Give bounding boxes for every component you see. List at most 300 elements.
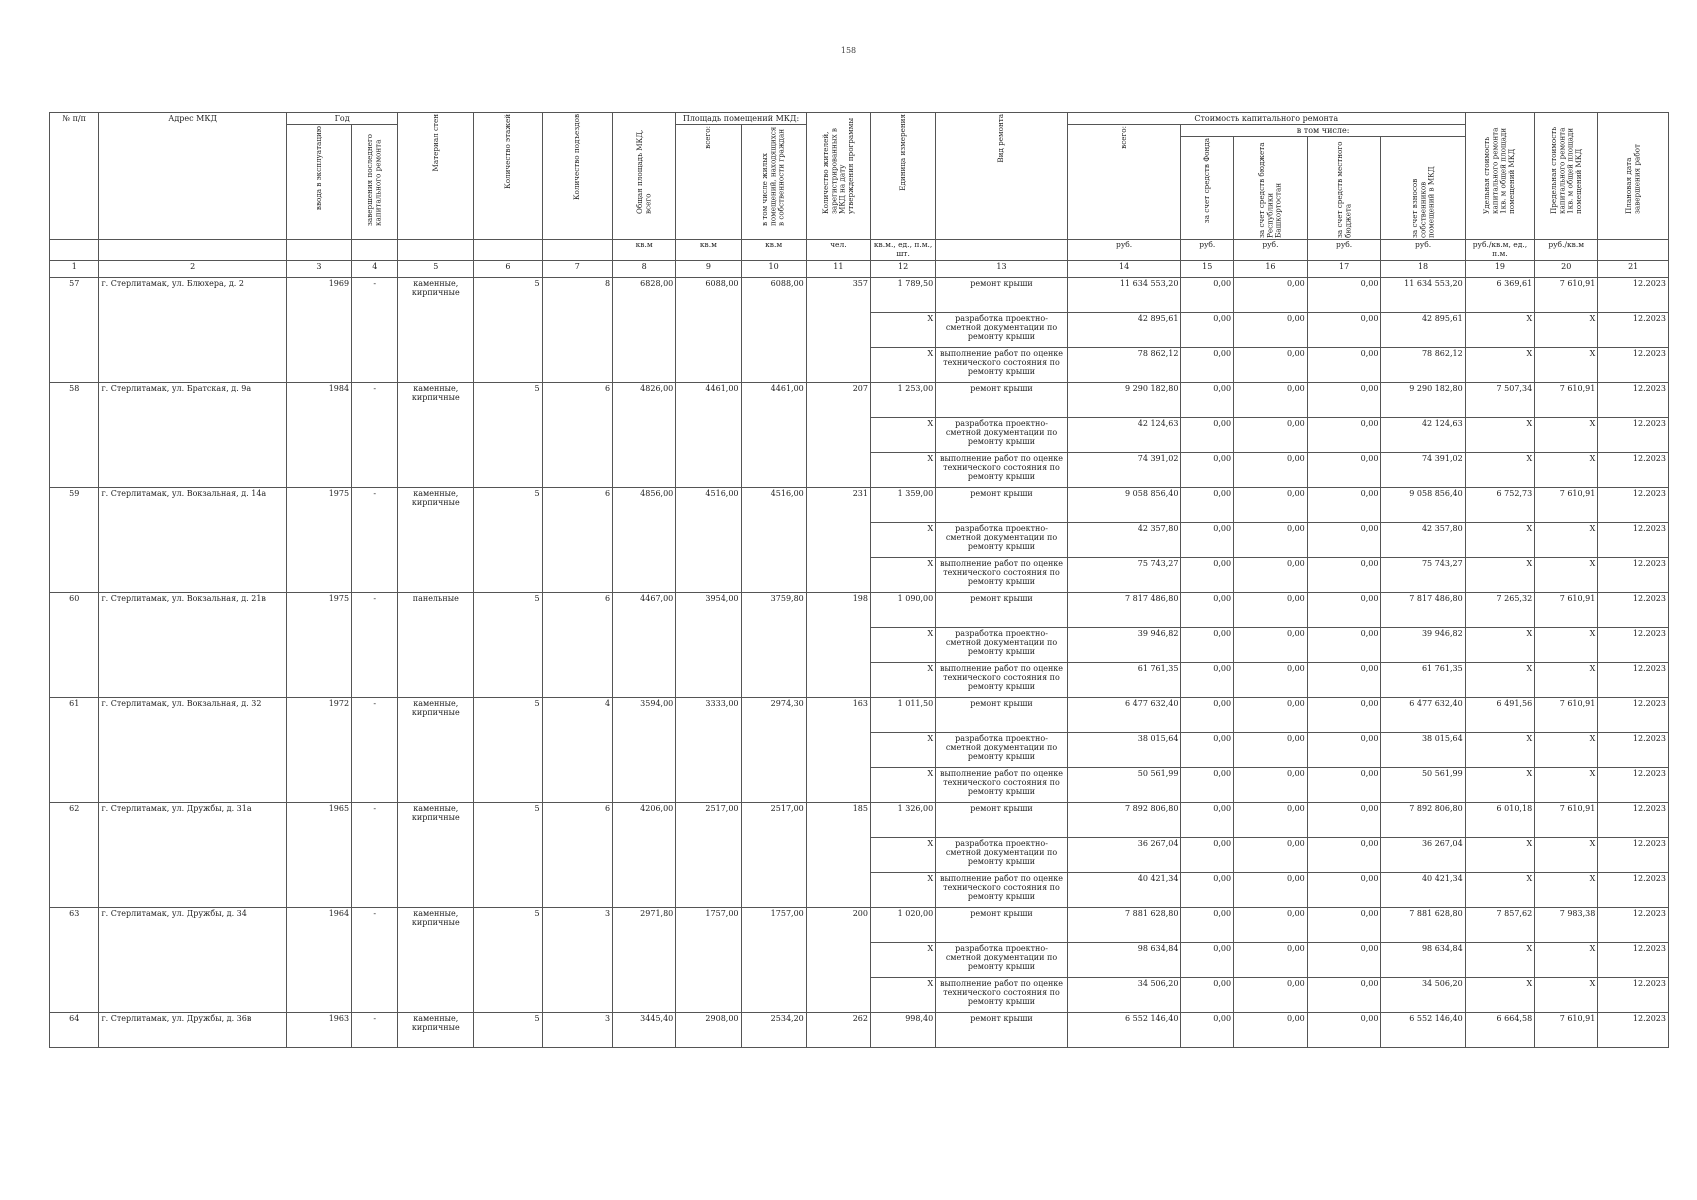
entrances-cell: 6 <box>542 802 613 907</box>
unit-cost-cell: X <box>1465 347 1534 382</box>
cost-fund-cell: 0,00 <box>1181 277 1234 312</box>
header-unit: Единица измерения <box>897 114 907 191</box>
cost-republic-cell: 0,00 <box>1234 312 1308 347</box>
cost-fund-cell: 0,00 <box>1181 697 1234 732</box>
cost-republic-cell: 0,00 <box>1234 522 1308 557</box>
cost-republic-cell: 0,00 <box>1234 557 1308 592</box>
cost-fund-cell: 0,00 <box>1181 1012 1234 1047</box>
cost-fund-cell: 0,00 <box>1181 312 1234 347</box>
residents-cell: 357 <box>806 277 870 382</box>
cost-local-cell: 0,00 <box>1307 277 1381 312</box>
repair-type-cell: выполнение работ по оценке технического состояния по ремонту крыши <box>936 347 1068 382</box>
cost-local-cell: 0,00 <box>1307 487 1381 522</box>
unit-cell: руб./кв.м <box>1535 240 1598 260</box>
address-cell: г. Стерлитамак, ул. Дружбы, д. 31а <box>99 802 286 907</box>
material-cell: каменные, кирпичные <box>398 487 474 592</box>
unit-cost-cell: X <box>1465 767 1534 802</box>
cost-total-cell: 42 895,61 <box>1067 312 1181 347</box>
repair-type-cell: разработка проектно-сметной документации по ремонту крыши <box>936 522 1068 557</box>
row-number: 62 <box>50 802 99 907</box>
max-cost-cell: 7 610,91 <box>1535 277 1598 312</box>
owned-cell: 6088,00 <box>741 277 806 382</box>
cost-republic-cell: 0,00 <box>1234 627 1308 662</box>
column-number: 17 <box>1307 260 1381 277</box>
last-repair-cell: - <box>352 382 398 487</box>
cost-local-cell: 0,00 <box>1307 732 1381 767</box>
cost-owners-cell: 42 124,63 <box>1381 417 1465 452</box>
row-number: 59 <box>50 487 99 592</box>
cost-total-cell: 98 634,84 <box>1067 942 1181 977</box>
header-year-group: Год <box>286 113 398 125</box>
floors-cell: 5 <box>474 277 542 382</box>
unit-value-cell: X <box>870 767 935 802</box>
header-row-1 <box>50 113 1669 125</box>
max-cost-cell: X <box>1535 767 1598 802</box>
row-number: 61 <box>50 697 99 802</box>
repair-type-cell: ремонт крыши <box>936 277 1068 312</box>
table-row <box>50 1012 1669 1047</box>
cost-total-cell: 38 015,64 <box>1067 732 1181 767</box>
max-cost-cell: 7 610,91 <box>1535 592 1598 627</box>
unit-cell: руб./кв.м, ед., п.м. <box>1465 240 1534 260</box>
cost-local-cell: 0,00 <box>1307 382 1381 417</box>
residents-cell: 198 <box>806 592 870 697</box>
residents-cell: 262 <box>806 1012 870 1047</box>
max-cost-cell: X <box>1535 837 1598 872</box>
cost-owners-cell: 42 357,80 <box>1381 522 1465 557</box>
floors-cell: 5 <box>474 382 542 487</box>
material-cell: каменные, кирпичные <box>398 697 474 802</box>
unit-value-cell: X <box>870 942 935 977</box>
cost-fund-cell: 0,00 <box>1181 522 1234 557</box>
deadline-cell: 12.2023 <box>1598 802 1669 837</box>
unit-value-cell: 1 326,00 <box>870 802 935 837</box>
repair-type-cell: разработка проектно-сметной документации по ремонту крыши <box>936 417 1068 452</box>
deadline-cell: 12.2023 <box>1598 1012 1669 1047</box>
cost-fund-cell: 0,00 <box>1181 417 1234 452</box>
address-cell: г. Стерлитамак, ул. Вокзальная, д. 14а <box>99 487 286 592</box>
total-area-cell: 4826,00 <box>613 382 676 487</box>
last-repair-cell: - <box>352 802 398 907</box>
table-row <box>50 907 1669 942</box>
deadline-cell: 12.2023 <box>1598 872 1669 907</box>
repair-type-cell: разработка проектно-сметной документации по ремонту крыши <box>936 837 1068 872</box>
year-cell: 1984 <box>286 382 351 487</box>
entrances-cell: 6 <box>542 382 613 487</box>
repair-type-cell: разработка проектно-сметной документации по ремонту крыши <box>936 942 1068 977</box>
cost-republic-cell: 0,00 <box>1234 802 1308 837</box>
max-cost-cell: X <box>1535 942 1598 977</box>
max-cost-cell: 7 610,91 <box>1535 1012 1598 1047</box>
residents-cell: 185 <box>806 802 870 907</box>
cost-fund-cell: 0,00 <box>1181 977 1234 1012</box>
cost-owners-cell: 39 946,82 <box>1381 627 1465 662</box>
header-year-last-repair: завершения последнего капитального ремонта <box>365 134 383 227</box>
material-cell: каменные, кирпичные <box>398 907 474 1012</box>
deadline-cell: 12.2023 <box>1598 487 1669 522</box>
max-cost-cell: X <box>1535 312 1598 347</box>
unit-cell: чел. <box>806 240 870 260</box>
deadline-cell: 12.2023 <box>1598 732 1669 767</box>
year-cell: 1969 <box>286 277 351 382</box>
unit-cost-cell: 7 857,62 <box>1465 907 1534 942</box>
table-row <box>50 802 1669 837</box>
max-cost-cell: X <box>1535 557 1598 592</box>
floors-cell: 5 <box>474 487 542 592</box>
unit-cell: руб. <box>1307 240 1381 260</box>
floors-cell: 5 <box>474 802 542 907</box>
material-cell: каменные, кирпичные <box>398 802 474 907</box>
cost-owners-cell: 36 267,04 <box>1381 837 1465 872</box>
cost-owners-cell: 6 477 632,40 <box>1381 697 1465 732</box>
repair-type-cell: ремонт крыши <box>936 487 1068 522</box>
unit-value-cell: X <box>870 977 935 1012</box>
address-cell: г. Стерлитамак, ул. Вокзальная, д. 32 <box>99 697 286 802</box>
cost-total-cell: 42 124,63 <box>1067 417 1181 452</box>
cost-total-cell: 11 634 553,20 <box>1067 277 1181 312</box>
cost-local-cell: 0,00 <box>1307 942 1381 977</box>
cost-owners-cell: 7 817 486,80 <box>1381 592 1465 627</box>
address-cell: г. Стерлитамак, ул. Братская, д. 9а <box>99 382 286 487</box>
page-number: 158 <box>840 46 857 55</box>
repair-type-cell: выполнение работ по оценке технического состояния по ремонту крыши <box>936 662 1068 697</box>
cost-fund-cell: 0,00 <box>1181 592 1234 627</box>
address-cell: г. Стерлитамак, ул. Дружбы, д. 34 <box>99 907 286 1012</box>
repair-type-cell: разработка проектно-сметной документации по ремонту крыши <box>936 312 1068 347</box>
total-area-cell: 6828,00 <box>613 277 676 382</box>
deadline-cell: 12.2023 <box>1598 592 1669 627</box>
cost-local-cell: 0,00 <box>1307 452 1381 487</box>
units-row <box>50 240 1669 260</box>
cost-fund-cell: 0,00 <box>1181 837 1234 872</box>
deadline-cell: 12.2023 <box>1598 347 1669 382</box>
cost-fund-cell: 0,00 <box>1181 487 1234 522</box>
header-cost-owners: за счет взносов собственников помещений в МКД <box>1409 166 1436 239</box>
unit-value-cell: 1 789,50 <box>870 277 935 312</box>
year-cell: 1964 <box>286 907 351 1012</box>
unit-cell: кв.м <box>613 240 676 260</box>
unit-cell: руб. <box>1234 240 1308 260</box>
repair-type-cell: выполнение работ по оценке технического состояния по ремонту крыши <box>936 872 1068 907</box>
cost-local-cell: 0,00 <box>1307 312 1381 347</box>
cost-local-cell: 0,00 <box>1307 522 1381 557</box>
year-cell: 1963 <box>286 1012 351 1047</box>
max-cost-cell: 7 983,38 <box>1535 907 1598 942</box>
unit-cost-cell: 6 491,56 <box>1465 697 1534 732</box>
max-cost-cell: 7 610,91 <box>1535 697 1598 732</box>
unit-value-cell: X <box>870 872 935 907</box>
entrances-cell: 3 <box>542 1012 613 1047</box>
column-number: 11 <box>806 260 870 277</box>
repair-type-cell: ремонт крыши <box>936 802 1068 837</box>
unit-cost-cell: 6 752,73 <box>1465 487 1534 522</box>
residents-cell: 200 <box>806 907 870 1012</box>
column-number: 4 <box>352 260 398 277</box>
header-deadline: Плановая дата завершения работ <box>1623 144 1642 214</box>
repair-type-cell: ремонт крыши <box>936 1012 1068 1047</box>
unit-value-cell: X <box>870 347 935 382</box>
deadline-cell: 12.2023 <box>1598 837 1669 872</box>
cost-fund-cell: 0,00 <box>1181 347 1234 382</box>
max-cost-cell: X <box>1535 732 1598 767</box>
column-number: 20 <box>1535 260 1598 277</box>
cost-fund-cell: 0,00 <box>1181 452 1234 487</box>
repair-type-cell: ремонт крыши <box>936 697 1068 732</box>
column-number: 12 <box>870 260 935 277</box>
repair-type-cell: ремонт крыши <box>936 382 1068 417</box>
material-cell: панельные <box>398 592 474 697</box>
cost-fund-cell: 0,00 <box>1181 907 1234 942</box>
cost-republic-cell: 0,00 <box>1234 382 1308 417</box>
cost-local-cell: 0,00 <box>1307 557 1381 592</box>
unit-value-cell: 1 253,00 <box>870 382 935 417</box>
year-cell: 1965 <box>286 802 351 907</box>
deadline-cell: 12.2023 <box>1598 942 1669 977</box>
cost-republic-cell: 0,00 <box>1234 942 1308 977</box>
unit-cost-cell: X <box>1465 522 1534 557</box>
header-address: Адрес МКД <box>99 113 286 240</box>
cost-republic-cell: 0,00 <box>1234 767 1308 802</box>
unit-cost-cell: 6 664,58 <box>1465 1012 1534 1047</box>
header-max-cost: Предельная стоимость капитального ремонта 1кв. м общей площади помещений МКД <box>1548 126 1583 214</box>
row-number: 64 <box>50 1012 99 1047</box>
cost-republic-cell: 0,00 <box>1234 837 1308 872</box>
column-number: 3 <box>286 260 351 277</box>
header-unit-cost: Удельная стоимость капитального ремонта 1кв. м общей площади помещений МКД <box>1482 127 1517 214</box>
address-cell: г. Стерлитамак, ул. Вокзальная, д. 21в <box>99 592 286 697</box>
last-repair-cell: - <box>352 907 398 1012</box>
unit-cost-cell: 6 369,61 <box>1465 277 1534 312</box>
total-area-cell: 3445,40 <box>613 1012 676 1047</box>
owned-cell: 4516,00 <box>741 487 806 592</box>
column-number: 7 <box>542 260 613 277</box>
cost-owners-cell: 38 015,64 <box>1381 732 1465 767</box>
cost-local-cell: 0,00 <box>1307 872 1381 907</box>
cost-total-cell: 75 743,27 <box>1067 557 1181 592</box>
residents-cell: 207 <box>806 382 870 487</box>
cost-local-cell: 0,00 <box>1307 907 1381 942</box>
unit-value-cell: X <box>870 312 935 347</box>
column-numbers-row <box>50 260 1669 277</box>
total-area-cell: 4856,00 <box>613 487 676 592</box>
owned-cell: 2517,00 <box>741 802 806 907</box>
deadline-cell: 12.2023 <box>1598 522 1669 557</box>
entrances-cell: 6 <box>542 592 613 697</box>
unit-cost-cell: X <box>1465 557 1534 592</box>
deadline-cell: 12.2023 <box>1598 977 1669 1012</box>
unit-value-cell: X <box>870 557 935 592</box>
column-number: 5 <box>398 260 474 277</box>
unit-value-cell: X <box>870 452 935 487</box>
max-cost-cell: 7 610,91 <box>1535 487 1598 522</box>
unit-value-cell: 1 359,00 <box>870 487 935 522</box>
column-number: 13 <box>936 260 1068 277</box>
premises-cell: 2517,00 <box>676 802 741 907</box>
unit-cost-cell: X <box>1465 942 1534 977</box>
unit-value-cell: X <box>870 732 935 767</box>
repair-type-cell: ремонт крыши <box>936 592 1068 627</box>
header-cost-group: Стоимость капитального ремонта <box>1067 113 1465 125</box>
owned-cell: 2974,30 <box>741 697 806 802</box>
column-number: 10 <box>741 260 806 277</box>
unit-cell: кв.м <box>676 240 741 260</box>
header-premises-total: всего: <box>703 126 713 150</box>
header-material: Материал стен <box>430 114 440 172</box>
column-number: 8 <box>613 260 676 277</box>
unit-cell: кв.м <box>741 240 806 260</box>
cost-owners-cell: 42 895,61 <box>1381 312 1465 347</box>
row-number: 58 <box>50 382 99 487</box>
column-number: 15 <box>1181 260 1234 277</box>
cost-total-cell: 36 267,04 <box>1067 837 1181 872</box>
unit-cost-cell: 7 265,32 <box>1465 592 1534 627</box>
cost-local-cell: 0,00 <box>1307 697 1381 732</box>
unit-value-cell: 1 011,50 <box>870 697 935 732</box>
cost-total-cell: 40 421,34 <box>1067 872 1181 907</box>
year-cell: 1975 <box>286 592 351 697</box>
year-cell: 1972 <box>286 697 351 802</box>
repair-type-cell: выполнение работ по оценке технического состояния по ремонту крыши <box>936 767 1068 802</box>
cost-local-cell: 0,00 <box>1307 802 1381 837</box>
table-row <box>50 697 1669 732</box>
max-cost-cell: 7 610,91 <box>1535 802 1598 837</box>
table-body <box>50 277 1669 1047</box>
floors-cell: 5 <box>474 697 542 802</box>
max-cost-cell: X <box>1535 627 1598 662</box>
row-number: 57 <box>50 277 99 382</box>
header-entrances: Количество подъездов <box>572 114 582 201</box>
cost-local-cell: 0,00 <box>1307 767 1381 802</box>
material-cell: каменные, кирпичные <box>398 382 474 487</box>
header-cost-total: всего: <box>1118 126 1128 150</box>
cost-fund-cell: 0,00 <box>1181 627 1234 662</box>
cost-total-cell: 39 946,82 <box>1067 627 1181 662</box>
cost-fund-cell: 0,00 <box>1181 382 1234 417</box>
deadline-cell: 12.2023 <box>1598 662 1669 697</box>
repair-type-cell: выполнение работ по оценке технического состояния по ремонту крыши <box>936 452 1068 487</box>
column-number: 18 <box>1381 260 1465 277</box>
cost-owners-cell: 50 561,99 <box>1381 767 1465 802</box>
header-num: № п/п <box>50 113 99 240</box>
cost-fund-cell: 0,00 <box>1181 732 1234 767</box>
unit-value-cell: X <box>870 837 935 872</box>
cost-owners-cell: 7 881 628,80 <box>1381 907 1465 942</box>
cost-owners-cell: 40 421,34 <box>1381 872 1465 907</box>
row-number: 60 <box>50 592 99 697</box>
total-area-cell: 4206,00 <box>613 802 676 907</box>
cost-republic-cell: 0,00 <box>1234 977 1308 1012</box>
entrances-cell: 8 <box>542 277 613 382</box>
deadline-cell: 12.2023 <box>1598 277 1669 312</box>
cost-republic-cell: 0,00 <box>1234 732 1308 767</box>
row-number: 63 <box>50 907 99 1012</box>
repair-type-cell: выполнение работ по оценке технического состояния по ремонту крыши <box>936 557 1068 592</box>
last-repair-cell: - <box>352 592 398 697</box>
entrances-cell: 6 <box>542 487 613 592</box>
residents-cell: 231 <box>806 487 870 592</box>
unit-cost-cell: X <box>1465 977 1534 1012</box>
material-cell: каменные, кирпичные <box>398 277 474 382</box>
cost-total-cell: 7 881 628,80 <box>1067 907 1181 942</box>
cost-total-cell: 34 506,20 <box>1067 977 1181 1012</box>
cost-owners-cell: 9 290 182,80 <box>1381 382 1465 417</box>
total-area-cell: 3594,00 <box>613 697 676 802</box>
cost-fund-cell: 0,00 <box>1181 942 1234 977</box>
cost-fund-cell: 0,00 <box>1181 802 1234 837</box>
premises-cell: 4516,00 <box>676 487 741 592</box>
deadline-cell: 12.2023 <box>1598 907 1669 942</box>
deadline-cell: 12.2023 <box>1598 697 1669 732</box>
floors-cell: 5 <box>474 1012 542 1047</box>
column-number: 9 <box>676 260 741 277</box>
header-premises-group: Площадь помещений МКД: <box>676 113 807 125</box>
last-repair-cell: - <box>352 277 398 382</box>
unit-value-cell: 998,40 <box>870 1012 935 1047</box>
cost-total-cell: 6 477 632,40 <box>1067 697 1181 732</box>
cost-local-cell: 0,00 <box>1307 837 1381 872</box>
unit-cost-cell: 7 507,34 <box>1465 382 1534 417</box>
unit-cost-cell: X <box>1465 312 1534 347</box>
owned-cell: 2534,20 <box>741 1012 806 1047</box>
cost-local-cell: 0,00 <box>1307 592 1381 627</box>
max-cost-cell: X <box>1535 417 1598 452</box>
unit-cell: руб. <box>1381 240 1465 260</box>
deadline-cell: 12.2023 <box>1598 382 1669 417</box>
unit-value-cell: X <box>870 627 935 662</box>
cost-owners-cell: 11 634 553,20 <box>1381 277 1465 312</box>
header-cost-fund: за счет средств Фонда <box>1202 138 1212 224</box>
last-repair-cell: - <box>352 487 398 592</box>
premises-cell: 2908,00 <box>676 1012 741 1047</box>
header-floors: Количество этажей <box>502 114 512 189</box>
cost-owners-cell: 74 391,02 <box>1381 452 1465 487</box>
deadline-cell: 12.2023 <box>1598 452 1669 487</box>
cost-republic-cell: 0,00 <box>1234 697 1308 732</box>
cost-owners-cell: 98 634,84 <box>1381 942 1465 977</box>
cost-owners-cell: 34 506,20 <box>1381 977 1465 1012</box>
cost-total-cell: 42 357,80 <box>1067 522 1181 557</box>
unit-cost-cell: X <box>1465 417 1534 452</box>
cost-local-cell: 0,00 <box>1307 977 1381 1012</box>
floors-cell: 5 <box>474 592 542 697</box>
total-area-cell: 4467,00 <box>613 592 676 697</box>
header-cost-republic: за счет средств бюджета Республики Башкортостан <box>1256 142 1283 239</box>
unit-cost-cell: 6 010,18 <box>1465 802 1534 837</box>
total-area-cell: 2971,80 <box>613 907 676 1012</box>
unit-value-cell: 1 090,00 <box>870 592 935 627</box>
owned-cell: 3759,80 <box>741 592 806 697</box>
max-cost-cell: X <box>1535 662 1598 697</box>
table-row <box>50 382 1669 417</box>
premises-cell: 6088,00 <box>676 277 741 382</box>
unit-value-cell: X <box>870 417 935 452</box>
unit-cell: руб. <box>1181 240 1234 260</box>
max-cost-cell: X <box>1535 347 1598 382</box>
repair-type-cell: разработка проектно-сметной документации по ремонту крыши <box>936 627 1068 662</box>
cost-owners-cell: 9 058 856,40 <box>1381 487 1465 522</box>
table-row <box>50 592 1669 627</box>
year-cell: 1975 <box>286 487 351 592</box>
unit-cost-cell: X <box>1465 872 1534 907</box>
entrances-cell: 3 <box>542 907 613 1012</box>
cost-total-cell: 74 391,02 <box>1067 452 1181 487</box>
premises-cell: 1757,00 <box>676 907 741 1012</box>
owned-cell: 4461,00 <box>741 382 806 487</box>
deadline-cell: 12.2023 <box>1598 767 1669 802</box>
cost-republic-cell: 0,00 <box>1234 662 1308 697</box>
cost-republic-cell: 0,00 <box>1234 487 1308 522</box>
column-number: 21 <box>1598 260 1669 277</box>
